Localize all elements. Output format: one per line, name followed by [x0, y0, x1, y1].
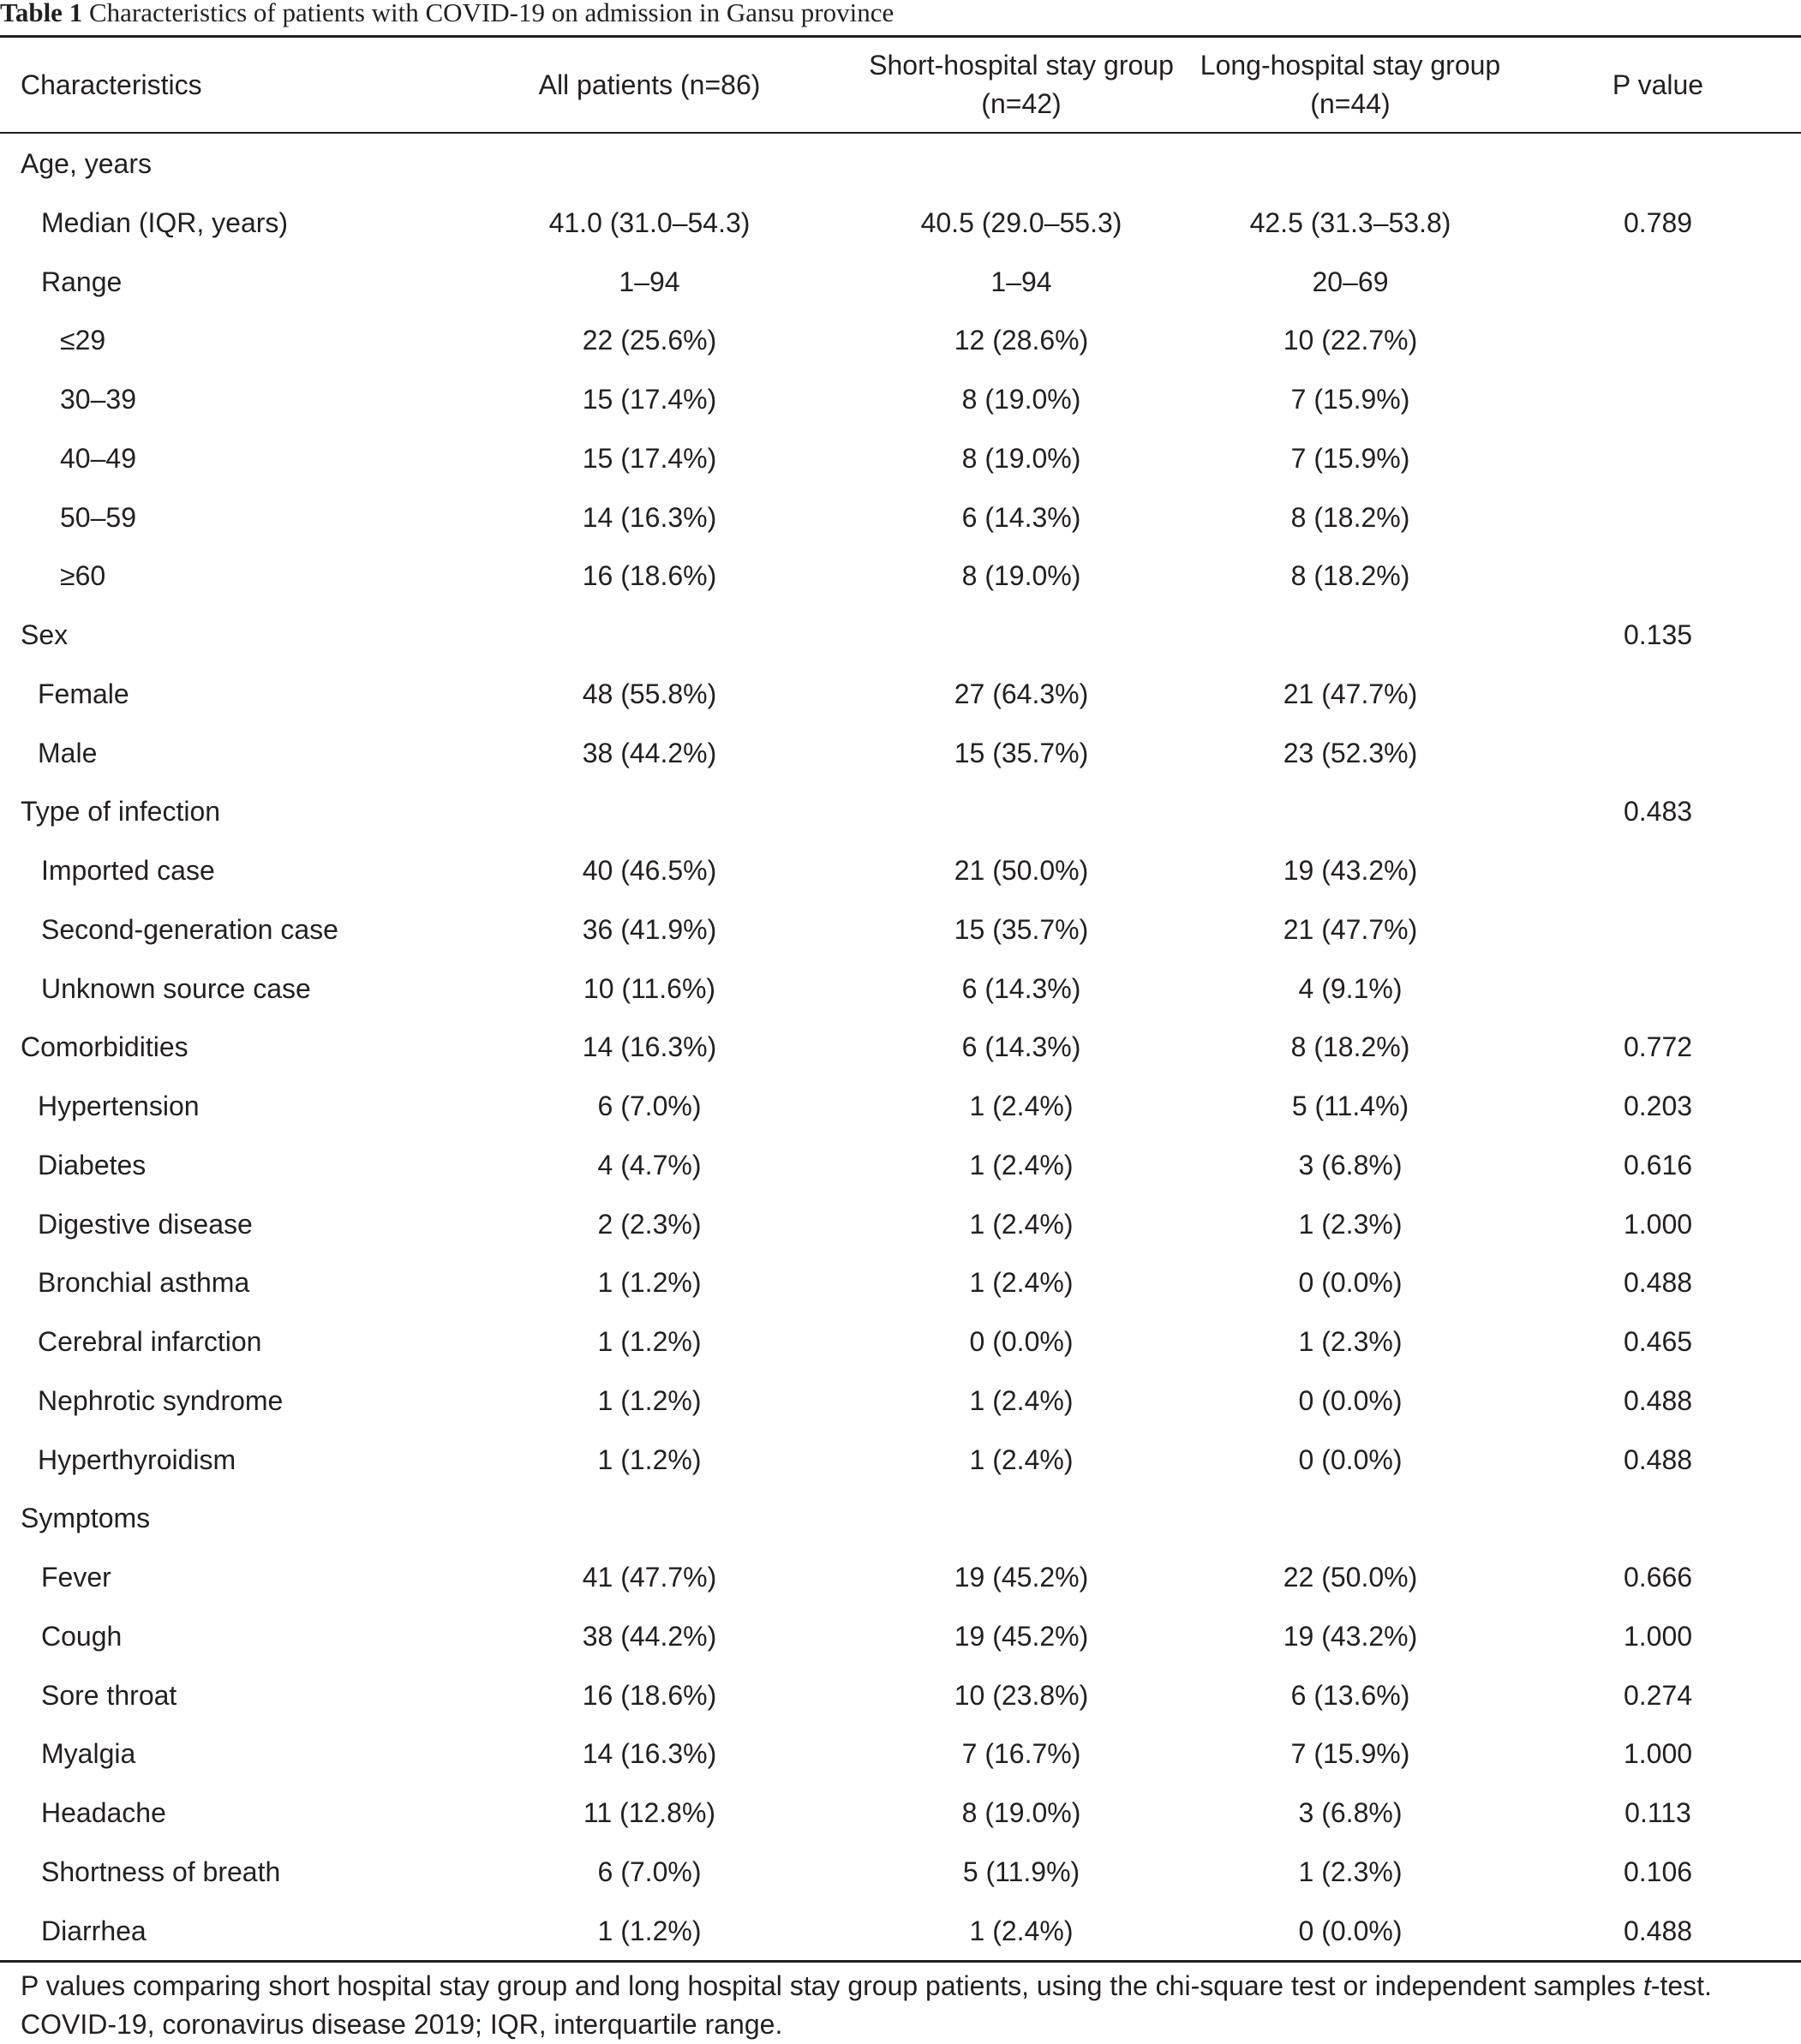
- cell-p-value: 0.203: [1623, 1091, 1693, 1121]
- cell-all-patients: 1 (1.2%): [597, 1326, 702, 1357]
- table-row: [0, 1843, 1801, 1902]
- cell-all-patients: 14 (16.3%): [582, 501, 717, 533]
- header-p-value: P value: [1612, 69, 1704, 100]
- cell-long-stay: 6 (13.6%): [1290, 1679, 1410, 1711]
- table-row: [0, 1312, 1801, 1372]
- cell-short-stay: [837, 782, 1206, 841]
- cell-p-value: [1551, 900, 1765, 959]
- row-label: Cerebral infarction: [38, 1326, 262, 1357]
- cell-long-stay: 23 (52.3%): [1283, 737, 1418, 768]
- cell-short-stay: 8 (19.0%): [961, 560, 1081, 592]
- table-row: [0, 1666, 1801, 1725]
- table-row: [0, 488, 1801, 547]
- cell-long-stay: 8 (18.2%): [1290, 560, 1410, 592]
- cell-p-value: [1551, 959, 1765, 1019]
- row-label: Male: [38, 737, 98, 768]
- cell-all-patients: 1 (1.2%): [597, 1267, 702, 1299]
- cell-all-patients: 10 (11.6%): [583, 972, 716, 1004]
- cell-all-patients: 6 (7.0%): [597, 1856, 702, 1887]
- row-label: Headache: [41, 1797, 166, 1828]
- cell-all-patients: 15 (17.4%): [582, 384, 717, 415]
- cell-short-stay: [837, 606, 1206, 665]
- cell-short-stay: 19 (45.2%): [954, 1562, 1089, 1593]
- cell-p-value: [1551, 841, 1765, 900]
- cell-short-stay: 1–94: [990, 266, 1052, 297]
- cell-p-value: [1551, 665, 1765, 724]
- row-label: Unknown source case: [41, 972, 311, 1004]
- row-label: 50–59: [60, 501, 136, 533]
- cell-short-stay: 15 (35.7%): [954, 737, 1089, 768]
- row-label: 30–39: [60, 384, 136, 415]
- table-row: [0, 900, 1801, 959]
- cell-all-patients: 14 (16.3%): [582, 1738, 717, 1770]
- cell-p-value: [1551, 253, 1765, 312]
- table-row: [0, 1077, 1801, 1136]
- cell-p-value: 0.106: [1623, 1856, 1693, 1887]
- row-label: Fever: [41, 1562, 111, 1593]
- cell-short-stay: 6 (14.3%): [961, 972, 1081, 1004]
- cell-long-stay: 4 (9.1%): [1298, 972, 1403, 1004]
- table-row: [0, 841, 1801, 900]
- cell-all-patients: 6 (7.0%): [597, 1091, 702, 1121]
- cell-long-stay: 0 (0.0%): [1298, 1384, 1403, 1416]
- table-row: [0, 1253, 1801, 1312]
- cell-long-stay: 0 (0.0%): [1298, 1915, 1403, 1946]
- row-label: Myalgia: [41, 1738, 136, 1770]
- cell-all-patients: 4 (4.7%): [597, 1149, 702, 1180]
- cell-long-stay: 7 (15.9%): [1290, 1738, 1410, 1770]
- cell-all-patients: 41.0 (31.0–54.3): [548, 206, 751, 238]
- cell-short-stay: 1 (2.4%): [969, 1443, 1074, 1475]
- cell-long-stay: [1166, 1489, 1535, 1548]
- cell-short-stay: [837, 134, 1206, 194]
- footnote-line-1: [21, 1967, 1794, 2005]
- cell-short-stay: 1 (2.4%): [969, 1091, 1074, 1121]
- table-row: [0, 1018, 1801, 1077]
- cell-short-stay: 12 (28.6%): [954, 325, 1089, 356]
- cell-short-stay: 8 (19.0%): [961, 384, 1081, 415]
- row-label: Comorbidities: [21, 1031, 188, 1063]
- cell-p-value: 0.488: [1623, 1915, 1693, 1946]
- cell-p-value: 0.772: [1623, 1031, 1693, 1063]
- cell-short-stay: 27 (64.3%): [954, 678, 1089, 709]
- cell-all-patients: 36 (41.9%): [582, 913, 717, 945]
- cell-p-value: 1.000: [1623, 1738, 1693, 1770]
- cell-all-patients: 38 (44.2%): [582, 737, 717, 768]
- cell-all-patients: 48 (55.8%): [582, 678, 717, 709]
- cell-p-value: 0.666: [1623, 1562, 1693, 1593]
- cell-long-stay: 3 (6.8%): [1298, 1149, 1403, 1180]
- footnote-line-2: COVID-19, coronavirus disease 2019; IQR, interquartile range.: [21, 2009, 783, 2040]
- cell-p-value: 0.488: [1623, 1384, 1693, 1416]
- cell-all-patients: 16 (18.6%): [582, 1679, 717, 1711]
- cell-p-value: 0.274: [1623, 1679, 1693, 1711]
- cell-all-patients: 22 (25.6%): [582, 325, 717, 356]
- cell-short-stay: 1 (2.4%): [969, 1915, 1074, 1946]
- cell-p-value: 1.000: [1623, 1208, 1693, 1240]
- row-label: Shortness of breath: [41, 1856, 281, 1887]
- table-row: [0, 311, 1801, 370]
- header-short-stay: [837, 38, 1206, 132]
- header-characteristics: Characteristics: [21, 69, 202, 100]
- cell-p-value: 0.789: [1623, 206, 1693, 238]
- cell-long-stay: 0 (0.0%): [1298, 1267, 1403, 1299]
- table-row: [0, 253, 1801, 312]
- cell-p-value: [1551, 429, 1765, 488]
- cell-all-patients: 15 (17.4%): [582, 442, 717, 474]
- cell-all-patients: 1–94: [619, 266, 680, 297]
- cell-all-patients: 16 (18.6%): [582, 560, 717, 592]
- cell-long-stay: 21 (47.7%): [1283, 678, 1418, 709]
- row-label: Age, years: [21, 148, 152, 179]
- cell-all-patients: 40 (46.5%): [582, 855, 717, 886]
- table-row: [0, 1195, 1801, 1254]
- table-row: [0, 665, 1801, 724]
- table-row: [0, 1724, 1801, 1784]
- cell-p-value: [1551, 134, 1765, 194]
- header-short-stay-line1: Short-hospital stay group: [869, 50, 1174, 81]
- cell-p-value: [1551, 488, 1765, 547]
- cell-all-patients: 2 (2.3%): [597, 1208, 702, 1240]
- cell-p-value: 0.488: [1623, 1443, 1693, 1475]
- cell-short-stay: 7 (16.7%): [961, 1738, 1081, 1770]
- table-row: [0, 1902, 1801, 1961]
- cell-long-stay: 20–69: [1312, 266, 1389, 297]
- cell-short-stay: 19 (45.2%): [954, 1620, 1089, 1652]
- table-row: [0, 134, 1801, 194]
- table-caption: [0, 0, 894, 29]
- header-all-patients: All patients (n=86): [538, 69, 761, 100]
- row-label: Range: [41, 266, 123, 297]
- table-caption-text: Characteristics of patients with COVID-19 on admission in Gansu province: [88, 0, 895, 27]
- row-label: Type of infection: [21, 796, 221, 828]
- table-row: [0, 429, 1801, 488]
- table-row: [0, 724, 1801, 783]
- cell-short-stay: 0 (0.0%): [969, 1326, 1074, 1357]
- cell-p-value: 0.483: [1623, 796, 1693, 828]
- cell-long-stay: 7 (15.9%): [1290, 442, 1410, 474]
- cell-long-stay: 8 (18.2%): [1290, 1031, 1410, 1063]
- cell-p-value: 0.465: [1623, 1326, 1693, 1357]
- cell-p-value: [1551, 724, 1765, 783]
- cell-all-patients: [428, 134, 871, 194]
- row-label: ≤29: [60, 325, 106, 356]
- cell-p-value: [1551, 1489, 1765, 1548]
- footnote-line-1-suffix: -test.: [1650, 1970, 1712, 2001]
- table-header: [0, 38, 1801, 132]
- table-row: [0, 370, 1801, 429]
- cell-long-stay: [1166, 782, 1535, 841]
- cell-p-value: 0.616: [1623, 1149, 1693, 1180]
- cell-long-stay: 19 (43.2%): [1283, 1620, 1418, 1652]
- row-label: Sex: [21, 619, 69, 650]
- cell-all-patients: 14 (16.3%): [582, 1031, 717, 1063]
- row-label: Second-generation case: [41, 913, 338, 945]
- row-label: Imported case: [41, 855, 215, 886]
- cell-short-stay: 21 (50.0%): [954, 855, 1089, 886]
- table-row: [0, 1136, 1801, 1195]
- header-long-stay: [1166, 38, 1535, 132]
- cell-p-value: [1551, 547, 1765, 606]
- header-short-stay-line2: (n=42): [981, 88, 1062, 119]
- table-row: [0, 1607, 1801, 1666]
- cell-short-stay: 10 (23.8%): [954, 1679, 1089, 1711]
- cell-all-patients: 41 (47.7%): [582, 1562, 717, 1593]
- bottom-rule: [0, 1960, 1801, 1963]
- row-label: Nephrotic syndrome: [38, 1384, 284, 1416]
- row-label: ≥60: [60, 560, 106, 592]
- footnote-t-italic: t: [1642, 1970, 1651, 2001]
- table-row: [0, 606, 1801, 665]
- cell-short-stay: 6 (14.3%): [961, 1031, 1081, 1063]
- table-row: [0, 1548, 1801, 1607]
- cell-short-stay: 1 (2.4%): [969, 1267, 1074, 1299]
- cell-long-stay: 10 (22.7%): [1283, 325, 1418, 356]
- cell-p-value: [1551, 370, 1765, 429]
- row-label: Diabetes: [38, 1149, 147, 1180]
- cell-long-stay: 42.5 (31.3–53.8): [1249, 206, 1451, 238]
- cell-long-stay: 21 (47.7%): [1283, 913, 1418, 945]
- cell-p-value: 0.135: [1623, 619, 1693, 650]
- cell-p-value: 0.113: [1624, 1797, 1691, 1828]
- table-body: [0, 134, 1801, 1960]
- cell-all-patients: 1 (1.2%): [597, 1915, 702, 1946]
- cell-long-stay: 5 (11.4%): [1291, 1091, 1409, 1121]
- cell-short-stay: [837, 1489, 1206, 1548]
- cell-all-patients: 1 (1.2%): [597, 1384, 702, 1416]
- table-row: [0, 194, 1801, 253]
- row-label: 40–49: [60, 442, 136, 474]
- row-label: Symptoms: [21, 1503, 151, 1534]
- header-long-stay-line2: (n=44): [1310, 88, 1391, 119]
- cell-long-stay: 7 (15.9%): [1290, 384, 1410, 415]
- cell-long-stay: [1166, 134, 1535, 194]
- table-row: [0, 782, 1801, 841]
- header-long-stay-line1: Long-hospital stay group: [1200, 50, 1501, 81]
- cell-all-patients: 38 (44.2%): [582, 1620, 717, 1652]
- row-label: Sore throat: [41, 1679, 177, 1711]
- cell-short-stay: 8 (19.0%): [961, 442, 1081, 474]
- table-row: [0, 1784, 1801, 1843]
- cell-short-stay: 5 (11.9%): [962, 1856, 1080, 1887]
- cell-short-stay: 8 (19.0%): [961, 1797, 1081, 1828]
- table-row: [0, 1372, 1801, 1431]
- cell-short-stay: 1 (2.4%): [969, 1384, 1074, 1416]
- cell-all-patients: [428, 606, 871, 665]
- table-row: [0, 547, 1801, 606]
- row-label: Diarrhea: [41, 1915, 147, 1946]
- cell-long-stay: 8 (18.2%): [1290, 501, 1410, 533]
- cell-long-stay: 3 (6.8%): [1298, 1797, 1403, 1828]
- cell-long-stay: 19 (43.2%): [1283, 855, 1418, 886]
- footnote-line-1-text: P values comparing short hospital stay group and long hospital stay group patients, using the chi-square test or independent samples: [21, 1970, 1643, 2001]
- header-rule: [0, 132, 1801, 134]
- cell-all-patients: 1 (1.2%): [597, 1443, 702, 1475]
- cell-all-patients: [428, 1489, 871, 1548]
- table-row: [0, 1489, 1801, 1548]
- cell-long-stay: 1 (2.3%): [1298, 1208, 1403, 1240]
- row-label: Cough: [41, 1620, 123, 1652]
- cell-long-stay: 0 (0.0%): [1298, 1443, 1403, 1475]
- cell-short-stay: 40.5 (29.0–55.3): [920, 206, 1122, 238]
- cell-short-stay: 6 (14.3%): [961, 501, 1081, 533]
- table-row: [0, 959, 1801, 1019]
- cell-p-value: [1551, 311, 1765, 370]
- cell-p-value: 1.000: [1623, 1620, 1693, 1652]
- row-label: Bronchial asthma: [38, 1267, 250, 1299]
- row-label: Female: [38, 678, 129, 709]
- table-footnote: [21, 1967, 1794, 2044]
- cell-long-stay: 22 (50.0%): [1283, 1562, 1418, 1593]
- cell-short-stay: 15 (35.7%): [954, 913, 1089, 945]
- cell-long-stay: 1 (2.3%): [1298, 1856, 1403, 1887]
- row-label: Digestive disease: [38, 1208, 253, 1240]
- cell-short-stay: 1 (2.4%): [969, 1208, 1074, 1240]
- row-label: Median (IQR, years): [41, 206, 289, 238]
- cell-short-stay: 1 (2.4%): [969, 1149, 1074, 1180]
- cell-p-value: 0.488: [1623, 1267, 1693, 1299]
- cell-all-patients: [428, 782, 871, 841]
- row-label: Hyperthyroidism: [38, 1443, 236, 1475]
- table-caption-label: Table 1: [0, 0, 83, 27]
- cell-all-patients: 11 (12.8%): [583, 1797, 716, 1828]
- cell-long-stay: 1 (2.3%): [1298, 1326, 1403, 1357]
- cell-long-stay: [1166, 606, 1535, 665]
- table-row: [0, 1431, 1801, 1490]
- row-label: Hypertension: [38, 1091, 200, 1121]
